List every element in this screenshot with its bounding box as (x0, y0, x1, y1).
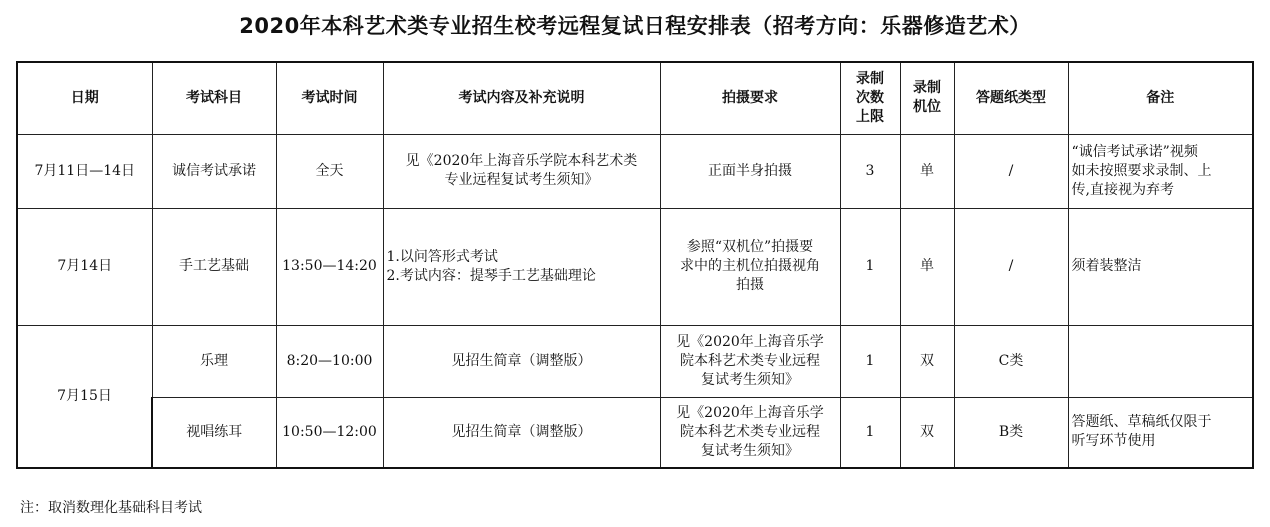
table-row (17, 325, 1253, 397)
filming-line: 复试考生须知》 (701, 371, 799, 388)
record-limit-cell: 3 (840, 134, 900, 208)
date-cell: 7月14日 (17, 208, 152, 325)
time-cell: 全天 (276, 134, 383, 208)
date-cell: 7月15日 (17, 325, 152, 468)
camera-cell: 双 (900, 325, 954, 397)
header-record-limit-line: 录制 (856, 70, 884, 87)
remark-cell (1068, 397, 1253, 468)
subject-cell: 乐理 (152, 325, 276, 397)
header-filming: 拍摄要求 (660, 62, 840, 134)
time-cell: 13:50—14:20 (276, 208, 383, 325)
table-row (17, 134, 1253, 208)
record-limit-cell: 1 (840, 325, 900, 397)
header-camera-line: 录制 (913, 80, 941, 97)
header-time: 考试时间 (276, 62, 383, 134)
header-camera-line: 机位 (913, 99, 941, 116)
remark-cell (1068, 208, 1253, 325)
filming-line: 求中的主机位拍摄视角 (680, 258, 820, 274)
remark-cell (1068, 134, 1253, 208)
sheet-type-cell: / (954, 208, 1068, 325)
content-line: 见招生简章（调整版） (451, 423, 592, 440)
sheet-type-cell: C类 (954, 325, 1068, 397)
remark-line: 听写环节使用 (1071, 433, 1156, 450)
filming-cell (660, 397, 840, 468)
filming-line: 复试考生须知》 (701, 442, 799, 459)
time-cell: 8:20—10:00 (276, 325, 383, 397)
sheet-type-cell: / (954, 134, 1068, 208)
header-subject: 考试科目 (152, 62, 276, 134)
record-limit-cell: 1 (840, 397, 900, 468)
remark-line: 如未按照要求录制、上 (1071, 162, 1212, 179)
filming-line: 院本科艺术类专业远程 (680, 352, 820, 369)
content-cell (383, 208, 660, 325)
record-limit-cell: 1 (840, 208, 900, 325)
header-remark: 备注 (1068, 62, 1253, 134)
filming-line: 见《2020年上海音乐学 (676, 333, 824, 350)
content-line: 2.考试内容：提琴手工艺基础理论 (386, 267, 596, 284)
filming-line: 见《2020年上海音乐学 (676, 404, 824, 421)
remark-line: “诚信考试承诺”视频 (1071, 143, 1198, 160)
sheet-type-cell: B类 (954, 397, 1068, 468)
content-cell (383, 397, 660, 468)
header-record-limit-line: 上限 (856, 108, 884, 125)
content-cell (383, 134, 660, 208)
footnote: 注：取消数理化基础科目考试 (20, 500, 202, 516)
filming-cell (660, 325, 840, 397)
header-record-limit-line: 次数 (856, 89, 884, 106)
table-header-row (17, 62, 1253, 134)
content-cell (383, 325, 660, 397)
filming-line: 参照“双机位”拍摄要 (686, 239, 814, 255)
table-row (17, 208, 1253, 325)
header-camera (900, 62, 954, 134)
filming-cell (660, 134, 840, 208)
camera-cell: 双 (900, 397, 954, 468)
remark-cell (1068, 325, 1253, 397)
subject-cell: 视唱练耳 (152, 397, 276, 468)
remark-line: 须着装整洁 (1071, 258, 1142, 274)
page-title: 2020年本科艺术类专业招生校考远程复试日程安排表（招考方向：乐器修造艺术） (239, 14, 1031, 38)
filming-cell (660, 208, 840, 325)
remark-line: 传,直接视为弃考 (1071, 181, 1174, 198)
content-line: 1.以问答形式考试 (386, 248, 498, 265)
camera-cell: 单 (900, 134, 954, 208)
camera-cell: 单 (900, 208, 954, 325)
content-line: 见招生简章（调整版） (451, 352, 592, 369)
filming-line: 院本科艺术类专业远程 (680, 423, 820, 440)
content-line: 专业远程复试考生须知》 (444, 172, 599, 188)
subject-cell: 手工艺基础 (152, 208, 276, 325)
filming-line: 拍摄 (736, 277, 764, 293)
remark-line: 答题纸、草稿纸仅限于 (1071, 414, 1212, 431)
header-date: 日期 (17, 62, 152, 134)
subject-cell: 诚信考试承诺 (152, 134, 276, 208)
header-sheet-type: 答题纸类型 (954, 62, 1068, 134)
content-line: 见《2020年上海音乐学院本科艺术类 (405, 153, 638, 169)
header-content: 考试内容及补充说明 (383, 62, 660, 134)
schedule-table (16, 61, 1254, 469)
filming-line: 正面半身拍摄 (708, 162, 792, 179)
date-cell: 7月11日—14日 (17, 134, 152, 208)
time-cell: 10:50—12:00 (276, 397, 383, 468)
header-record-limit (840, 62, 900, 134)
table-row (17, 397, 1253, 468)
